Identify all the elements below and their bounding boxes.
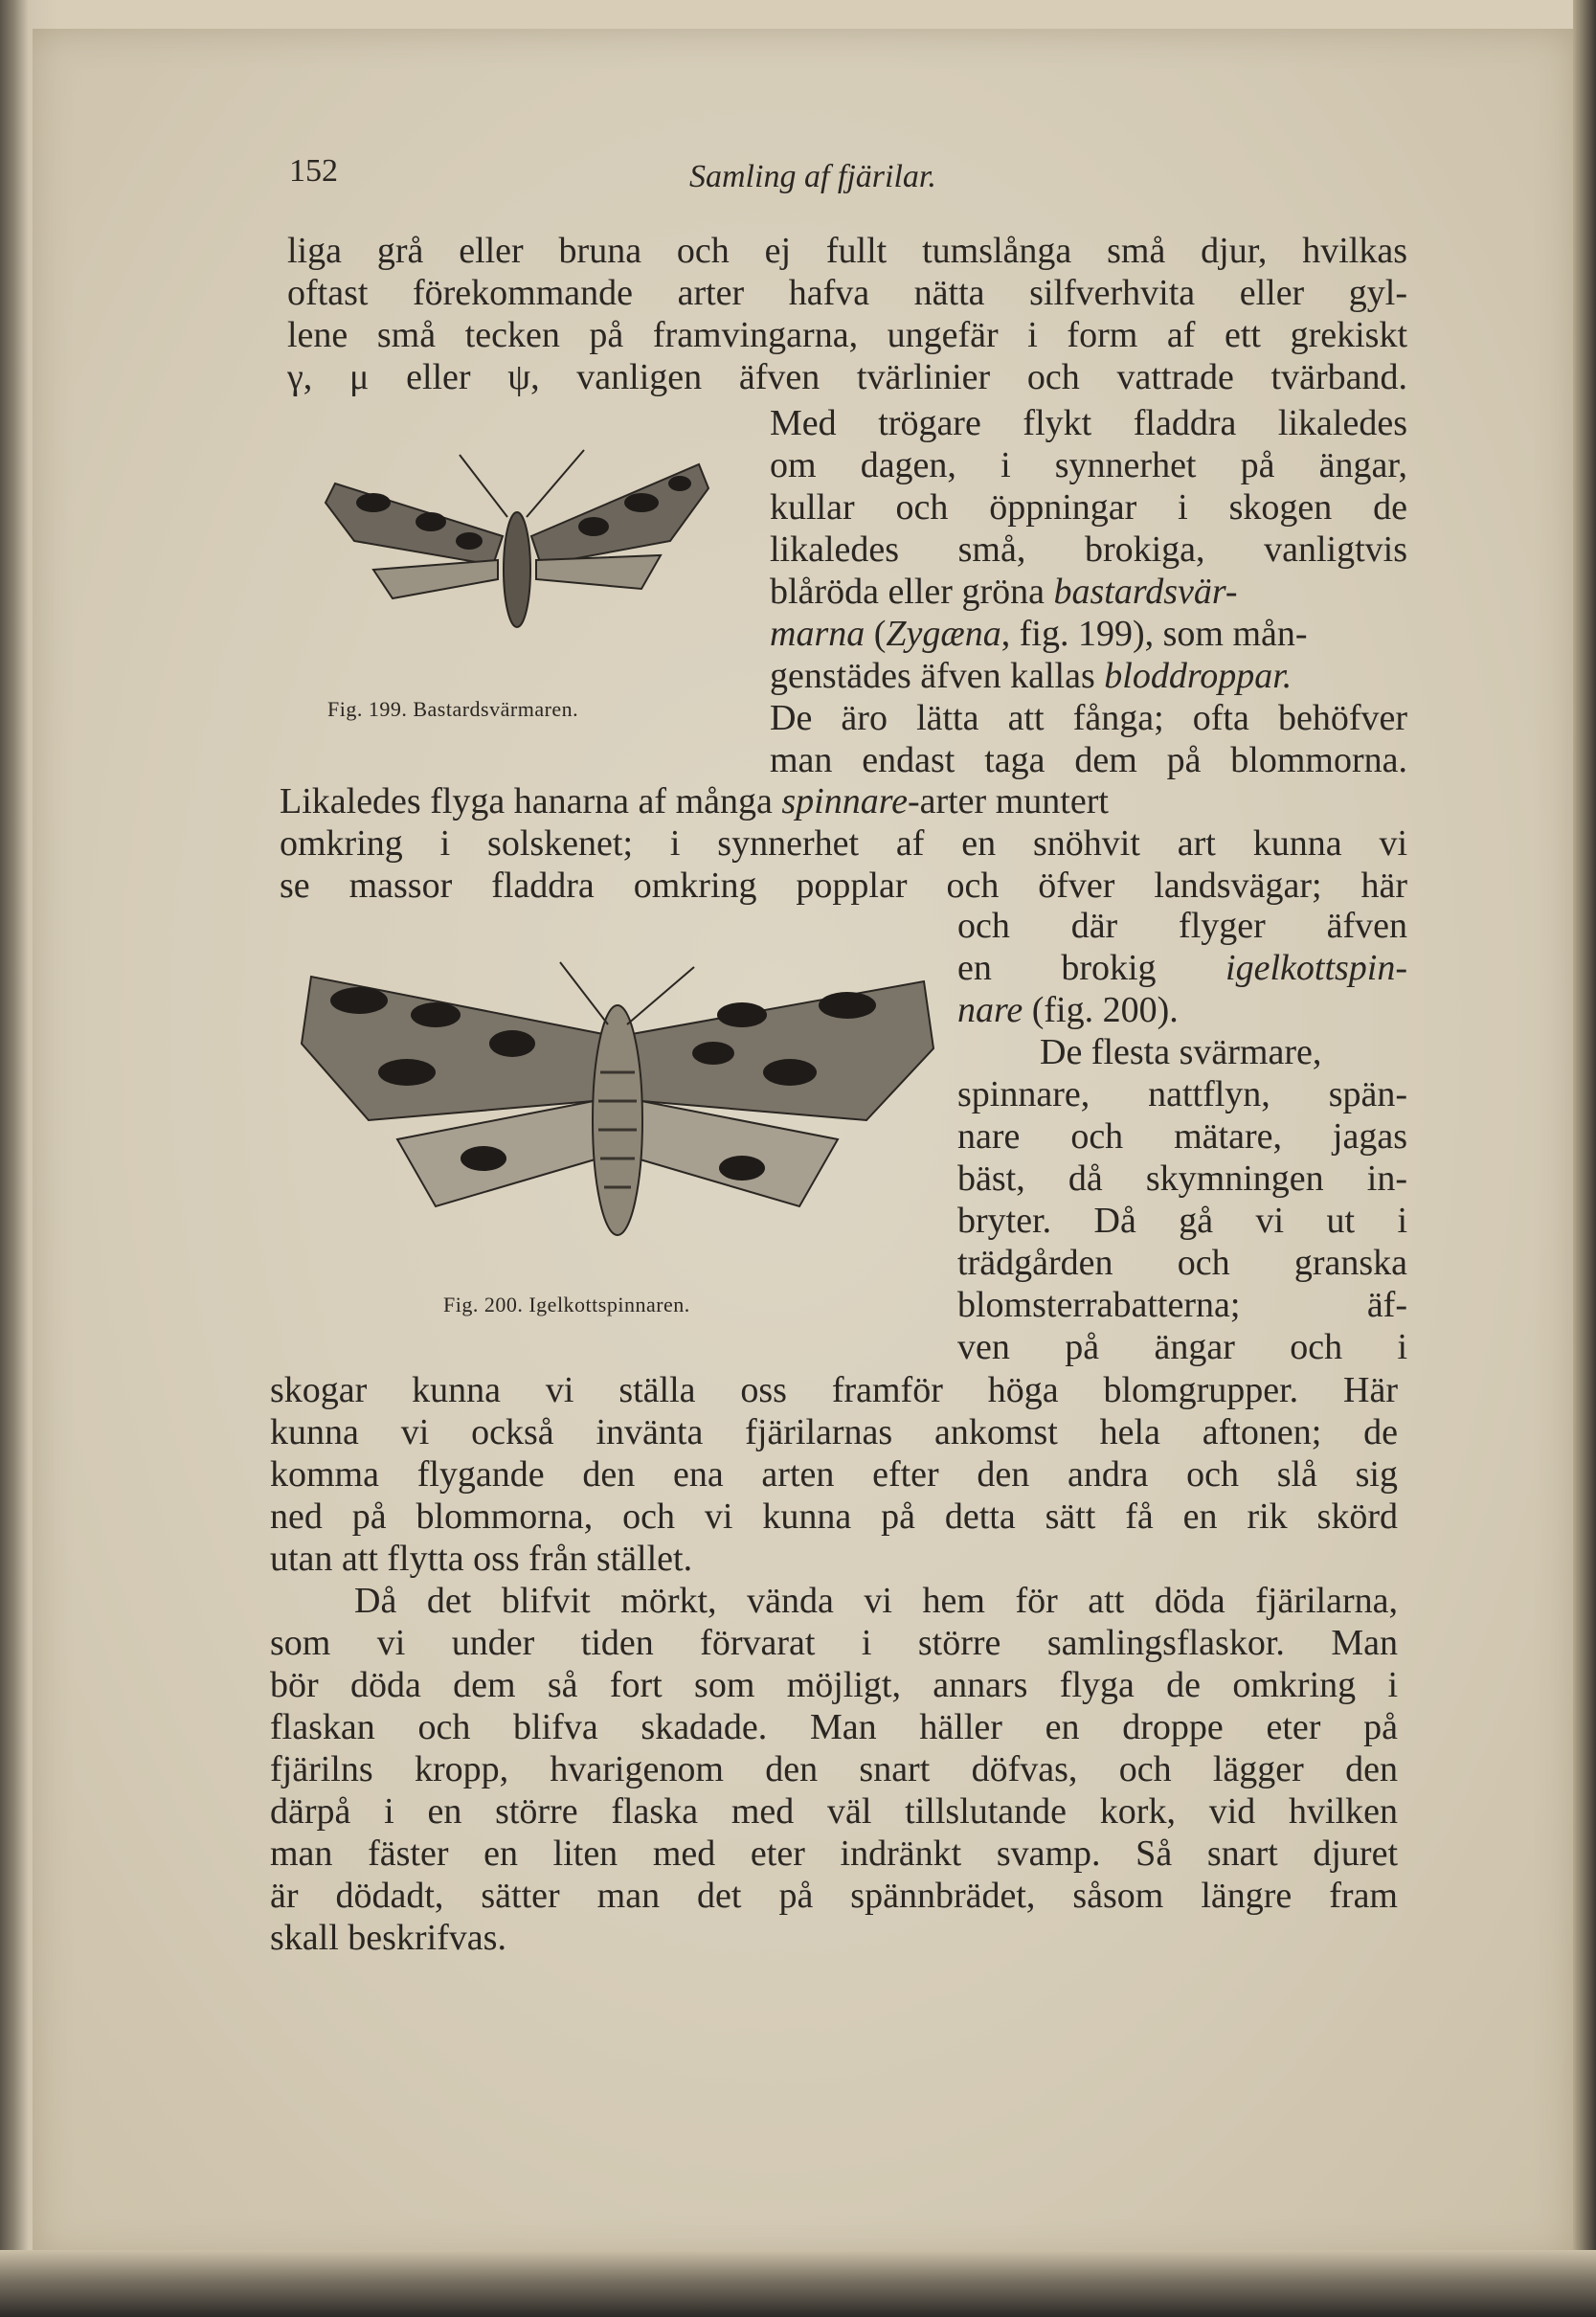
text-line: γ, μ eller ψ, vanligen äfven tvärlinier och vattrade tvärband.: [287, 357, 1407, 397]
text-line: spinnare, nattflyn, spän-: [957, 1074, 1407, 1114]
text-line: Likaledes flyga hanarna af många spinnare-arter muntert: [280, 781, 1109, 821]
text-line: blomsterrabatterna; äf-: [957, 1285, 1407, 1325]
text-line: bäst, då skymningen in-: [957, 1158, 1407, 1199]
text-line: ven på ängar och i: [957, 1327, 1407, 1367]
moth-illustration-199: [316, 436, 718, 675]
text-line: genstädes äfven kallas bloddroppar.: [770, 656, 1293, 696]
text-line: ned på blommorna, och vi kunna på detta sätt få en rik skörd: [270, 1496, 1398, 1537]
paragraph-top: [287, 230, 1407, 402]
text-line: Då det blifvit mörkt, vända vi hem för att döda fjärilarna,: [354, 1581, 1398, 1621]
text-line: skall beskrifvas.: [270, 1918, 506, 1958]
moth-illustration-200: [292, 957, 943, 1273]
figure-caption-200: Fig. 200. Igelkottspinnaren.: [443, 1293, 690, 1316]
text-line: blåröda eller gröna bastardsvär-: [770, 572, 1238, 612]
text-line: kullar och öppningar i skogen de: [770, 487, 1407, 528]
text-line: De flesta svärmare,: [1040, 1032, 1322, 1072]
text-line: fjärilns kropp, hvarigenom den snart döfvas, och lägger den: [270, 1749, 1398, 1789]
bottom-edge: [0, 2250, 1596, 2317]
page-number: 152: [289, 153, 338, 189]
text-line: lene små tecken på framvingarna, ungefär i form af ett grekiskt: [287, 315, 1407, 355]
text-line: se massor fladdra omkring popplar och öfver landsvägar; här: [280, 866, 1407, 906]
text-line: skogar kunna vi ställa oss framför höga blomgrupper. Här: [270, 1370, 1398, 1410]
text-line: bryter. Då gå vi ut i: [957, 1201, 1407, 1241]
text-line: omkring i solskenet; i synnerhet af en snöhvit art kunna vi: [280, 823, 1407, 864]
text-line: marna (Zygæna, fig. 199), som mån-: [770, 614, 1308, 654]
figure-caption-199: Fig. 199. Bastardsvärmaren.: [327, 697, 579, 721]
text-line: trädgården och granska: [957, 1243, 1407, 1283]
text-line: är dödadt, sätter man det på spännbrädet, såsom längre fram: [270, 1876, 1398, 1916]
text-line: som vi under tiden förvarat i större samlingsflaskor. Man: [270, 1623, 1398, 1663]
text-line: utan att flytta oss från stället.: [270, 1539, 693, 1579]
text-line: flaskan och blifva skadade. Man häller en droppe eter på: [270, 1707, 1398, 1747]
page-edge: [1573, 0, 1596, 2317]
text-line: nare och mätare, jagas: [957, 1116, 1407, 1157]
text-line: och där flyger äfven: [957, 906, 1407, 946]
text-line: bör döda dem så fort som möjligt, annars flyga de omkring i: [270, 1665, 1398, 1705]
text-line: likaledes små, brokiga, vanligtvis: [770, 529, 1407, 570]
text-line: nare (fig. 200).: [957, 990, 1179, 1030]
paragraph-bottom: [270, 1369, 1398, 1982]
running-title: Samling af fjärilar.: [689, 159, 936, 194]
text-line: man fäster en liten med eter indränkt svamp. Så snart djuret: [270, 1833, 1398, 1874]
text-line: man endast taga dem på blommorna.: [770, 740, 1407, 780]
text-line: oftast förekommande arter hafva nätta silfverhvita eller gyl-: [287, 273, 1407, 313]
text-line: om dagen, i synnerhet på ängar,: [770, 445, 1407, 485]
text-line: Med trögare flykt fladdra likaledes: [770, 403, 1407, 443]
text-line: komma flygande den ena arten efter den andra och slå sig: [270, 1454, 1398, 1495]
text-line: därpå i en större flaska med väl tillslutande kork, vid hvilken: [270, 1791, 1398, 1832]
paragraph-fig199: [770, 402, 1407, 785]
text-line: De äro lätta att fånga; ofta behöfver: [770, 698, 1407, 738]
text-line: liga grå eller bruna och ej fullt tumslånga små djur, hvilkas: [287, 231, 1407, 271]
text-line: kunna vi också invänta fjärilarnas ankomst hela aftonen; de: [270, 1412, 1398, 1452]
text-line: en brokig igelkottspin-: [957, 948, 1408, 988]
paragraph-fig200: [957, 905, 1407, 1374]
